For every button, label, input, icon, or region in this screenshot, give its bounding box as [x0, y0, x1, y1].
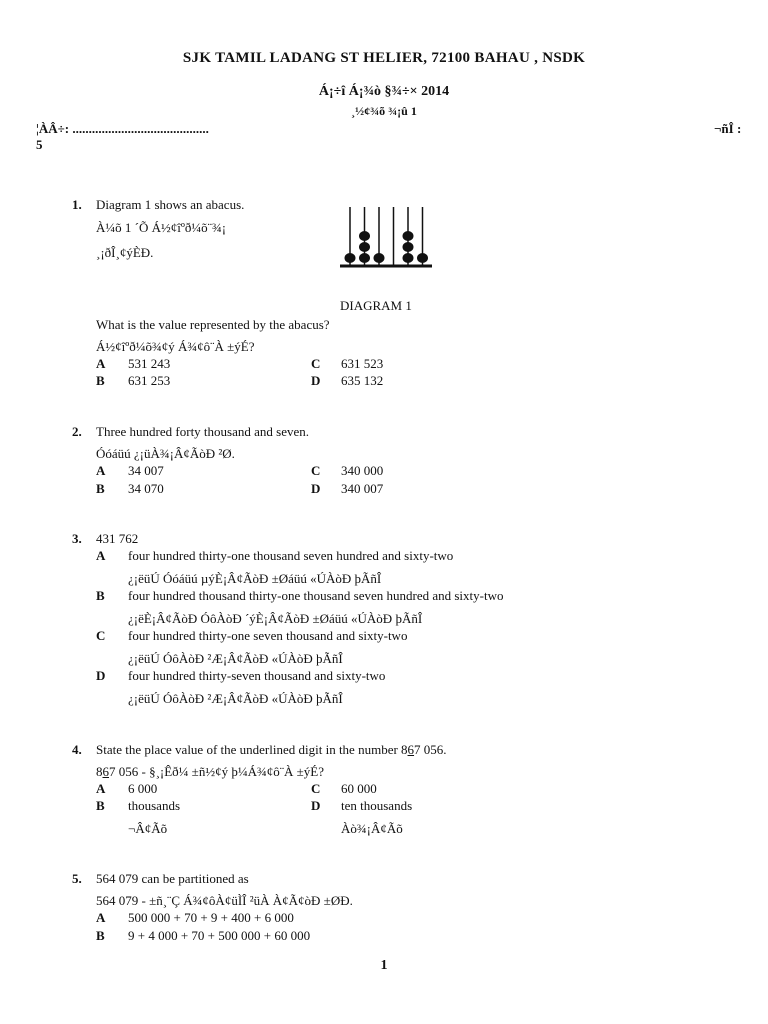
q3-number: 3.: [72, 531, 82, 546]
q5-text-en: 564 079 can be partitioned as: [96, 871, 249, 886]
q2-option-d[interactable]: 340 007: [341, 481, 384, 496]
school-header: SJK TAMIL LADANG ST HELIER, 72100 BAHAU , NSDK: [182, 50, 586, 66]
q2-option-c-letter: C: [311, 463, 321, 478]
q4-option-d-letter: D: [311, 798, 321, 813]
q4-text-ta: [96, 764, 324, 780]
q1-diagram-label: DIAGRAM 1: [340, 298, 412, 313]
abacus-bead: [359, 231, 370, 241]
q4-option-a[interactable]: 6 000: [128, 781, 158, 796]
q3-option-d-en[interactable]: four hundred thirty-seven thousand and sixty-two: [128, 668, 386, 683]
name-field-label: ¦ÀÂ÷: ..........................................: [36, 121, 209, 136]
q5-option-b[interactable]: 9 + 4 000 + 70 + 500 000 + 60 000: [128, 928, 311, 943]
q1-option-c[interactable]: 631 523: [341, 356, 384, 371]
q3-option-b-en[interactable]: four hundred thousand thirty-one thousand seven hundred and sixty-two: [128, 588, 504, 603]
exam-title: Á¡÷î Á¡¾ò §¾÷× 2014: [318, 84, 450, 99]
abacus-bead: [359, 253, 370, 263]
q2-option-a-letter: A: [96, 463, 106, 478]
q5-text-ta: 564 079 - ±ñ¸¨Ç Á¾¢ôÀ¢üÌÎ ²üÀ À¢Ã¢òÐ ±ØÐ.: [96, 893, 353, 908]
abacus-bead: [359, 242, 370, 252]
q1-number: 1.: [72, 197, 82, 212]
q3-option-b-ta: ¿¡ëÈ¡Â¢ÃòÐ ÓôÀòÐ ´ýÈ¡Â¢ÃòÐ ±Øáüú «ÚÀòÐ þÃñÎ: [128, 611, 423, 626]
q4-text: [96, 742, 447, 758]
marks-value: 5: [36, 137, 43, 152]
q3-option-d-letter: D: [96, 668, 106, 683]
q4-number: 4.: [72, 742, 82, 757]
q1-option-d-letter: D: [311, 373, 321, 388]
q2-text-en: Three hundred forty thousand and seven.: [96, 424, 309, 439]
q4-option-a-letter: A: [96, 781, 106, 796]
abacus-bead: [403, 231, 414, 241]
q4-option-d[interactable]: ten thousands: [341, 798, 413, 813]
q3-option-b-letter: B: [96, 588, 105, 603]
q1-option-c-letter: C: [311, 356, 321, 371]
q1-option-d[interactable]: 635 132: [341, 373, 384, 388]
q1-option-a-letter: A: [96, 356, 106, 371]
q1-option-a[interactable]: 531 243: [128, 356, 171, 371]
q3-option-d-ta: ¿¡ëüÚ ÓôÀòÐ ²Æ¡Â¢ÃòÐ «ÚÀòÐ þÃñÎ: [128, 691, 343, 706]
q3-option-a-en[interactable]: four hundred thirty-one thousand seven hundred and sixty-two: [128, 548, 454, 563]
q1-option-b-letter: B: [96, 373, 105, 388]
q2-option-b-letter: B: [96, 481, 105, 496]
q5-option-a[interactable]: 500 000 + 70 + 9 + 400 + 6 000: [128, 910, 294, 925]
q4-option-c-letter: C: [311, 781, 321, 796]
q1-option-b[interactable]: 631 253: [128, 373, 171, 388]
q1-text-ta-1: À¼õ 1 ´Õ Á½¢îºð¼õ¨¾¡: [96, 220, 227, 235]
q1-question-en: What is the value represented by the abacus?: [96, 317, 330, 332]
q4-ta-underlined-digit: 6: [102, 764, 109, 779]
abacus-bead: [417, 253, 428, 263]
q4-option-c[interactable]: 60 000: [341, 781, 377, 796]
q4-option-b[interactable]: thousands: [128, 798, 180, 813]
q1-text-en: Diagram 1 shows an abacus.: [96, 197, 245, 212]
exam-subtitle: ¸½¢¾õ ¾¡û 1: [351, 104, 417, 118]
q5-option-b-letter: B: [96, 928, 105, 943]
q3-option-a-ta: ¿¡ëüÚ Óóáüú µýÈ¡Â¢ÃòÐ ±Øáüú «ÚÀòÐ þÃñÎ: [128, 571, 382, 586]
q4-option-b-letter: B: [96, 798, 105, 813]
q3-option-c-en[interactable]: four hundred thirty-one seven thousand and sixty-two: [128, 628, 408, 643]
q4-text-pre: State the place value of the underlined digit in the number 8: [96, 742, 408, 757]
q4-ta-post: 7 056 - §¸¡Êð¼ ±ñ½¢ý þ¼Á¾¢ô¨À ±ýÉ?: [109, 764, 325, 779]
q3-option-a-letter: A: [96, 548, 106, 563]
abacus-bead: [403, 253, 414, 263]
q2-number: 2.: [72, 424, 82, 439]
q4-option-b-ta: ¬Â¢Ãõ: [128, 821, 168, 836]
q1-question-ta: Á½¢îºð¼õ¾¢ý Á¾¢ô¨À ±ýÉ?: [96, 339, 255, 354]
q2-text-ta: Óóáüú ¿¡üÀ¾¡Â¢ÃòÐ ²Ø.: [96, 446, 235, 461]
q3-option-c-letter: C: [96, 628, 106, 643]
q1-text-ta-2: ¸¡ðÎ¸¢ýÈÐ.: [96, 245, 154, 260]
q4-underlined-digit: 6: [407, 742, 415, 757]
q2-option-d-letter: D: [311, 481, 321, 496]
abacus-bead: [374, 253, 385, 263]
q4-ta-pre: 8: [96, 764, 103, 779]
marks-label: ¬ñÎ :: [714, 121, 742, 136]
abacus-bead: [345, 253, 356, 263]
q5-number: 5.: [72, 871, 82, 886]
q2-option-b[interactable]: 34 070: [128, 481, 164, 496]
q4-option-d-ta: Àò¾¡Â¢Ãõ: [341, 821, 403, 836]
q3-option-c-ta: ¿¡ëüÚ ÓôÀòÐ ²Æ¡Â¢ÃòÐ «ÚÀòÐ þÃñÎ: [128, 651, 343, 666]
q4-text-post: 7 056.: [414, 742, 447, 757]
abacus-bead: [403, 242, 414, 252]
q2-option-c[interactable]: 340 000: [341, 463, 384, 478]
page-number: 1: [380, 958, 388, 973]
q5-option-a-letter: A: [96, 910, 106, 925]
q3-text: 431 762: [96, 531, 139, 546]
abacus-diagram: [338, 203, 434, 271]
q2-option-a[interactable]: 34 007: [128, 463, 164, 478]
